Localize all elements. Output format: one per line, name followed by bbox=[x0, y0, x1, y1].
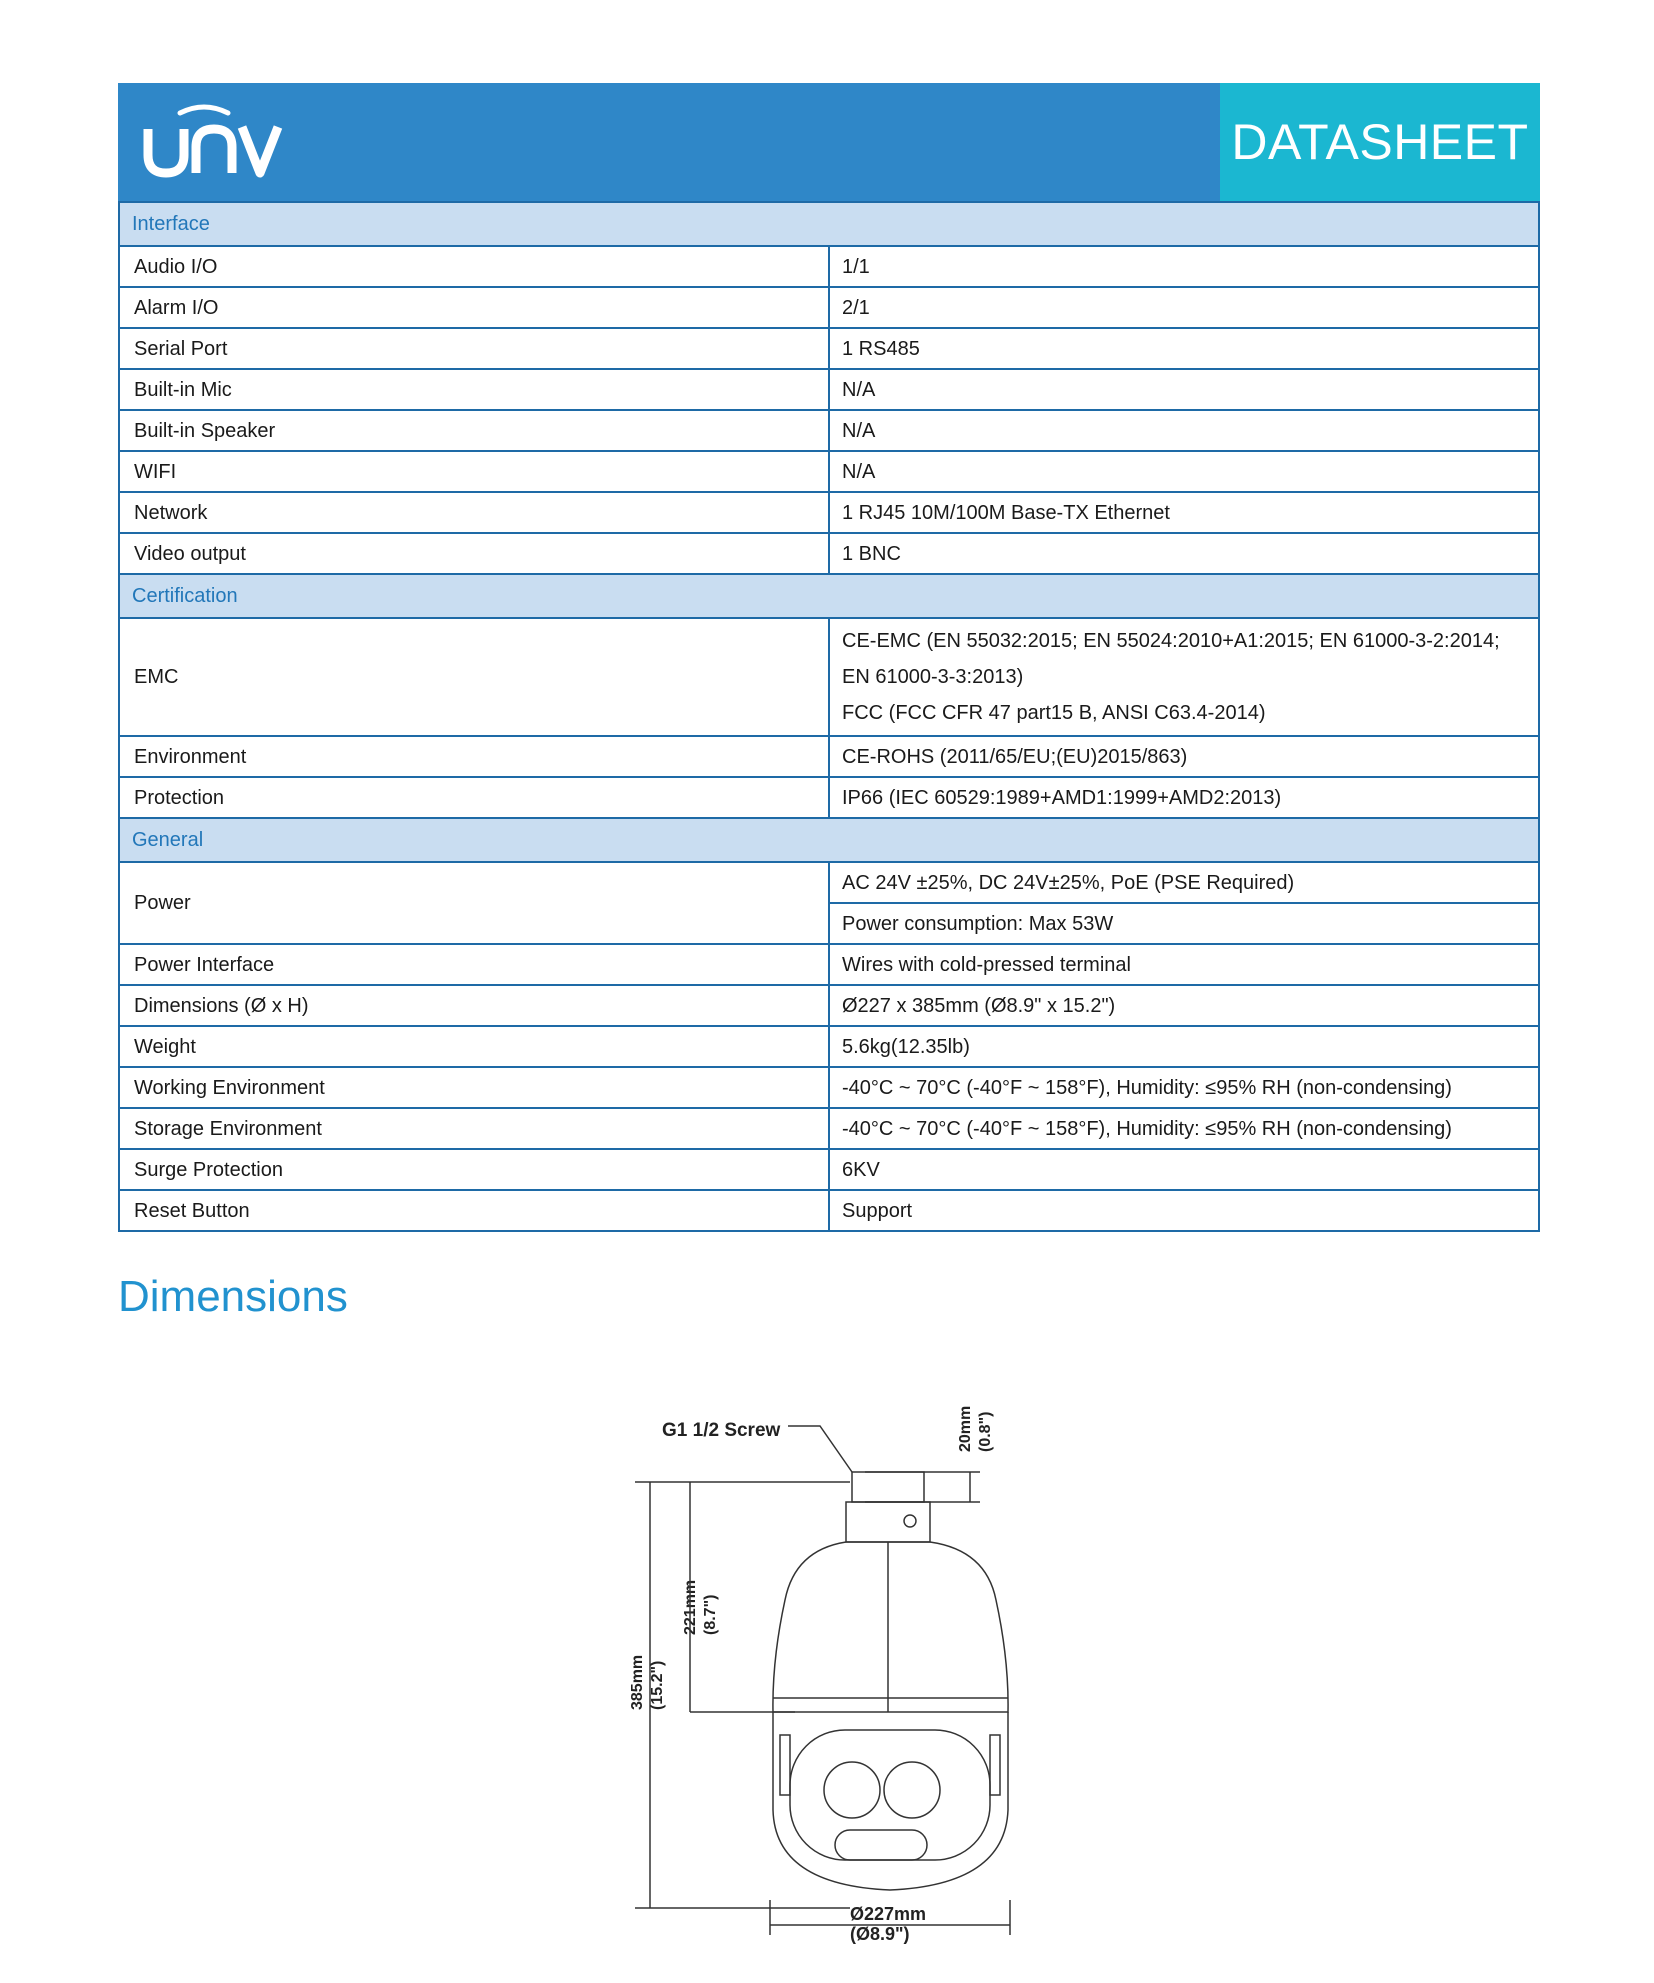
table-row bbox=[119, 1149, 1539, 1190]
row-label: Environment bbox=[119, 736, 829, 777]
screw-label: G1 1/2 Screw bbox=[662, 1420, 781, 1441]
width-in-label: (Ø8.9") bbox=[850, 1924, 910, 1944]
table-row bbox=[119, 1067, 1539, 1108]
row-label: Audio I/O bbox=[119, 246, 829, 287]
table-row bbox=[119, 287, 1539, 328]
total-mm-label: 385mm bbox=[629, 1654, 646, 1710]
row-value: 6KV bbox=[829, 1149, 1539, 1190]
row-value: -40°C ~ 70°C (-40°F ~ 158°F), Humidity: ≤95% RH (non-condensing) bbox=[829, 1067, 1539, 1108]
table-row bbox=[119, 618, 1539, 736]
width-mm-label: Ø227mm bbox=[850, 1904, 927, 1924]
row-value: Ø227 x 385mm (Ø8.9" x 15.2") bbox=[829, 985, 1539, 1026]
table-row bbox=[119, 862, 1539, 903]
row-value bbox=[829, 618, 1539, 736]
row-value: N/A bbox=[829, 451, 1539, 492]
table-row bbox=[119, 492, 1539, 533]
row-label: Power Interface bbox=[119, 944, 829, 985]
camera-dimension-drawing bbox=[620, 1390, 1040, 1950]
row-value: 2/1 bbox=[829, 287, 1539, 328]
table-row bbox=[119, 369, 1539, 410]
table-row bbox=[119, 533, 1539, 574]
table-row bbox=[119, 246, 1539, 287]
row-label: Built-in Mic bbox=[119, 369, 829, 410]
top-mm-label: 20mm bbox=[957, 1405, 974, 1452]
row-value: N/A bbox=[829, 410, 1539, 451]
row-label: Working Environment bbox=[119, 1067, 829, 1108]
logo-area bbox=[118, 83, 1220, 201]
row-value: Wires with cold-pressed terminal bbox=[829, 944, 1539, 985]
unv-logo bbox=[140, 103, 290, 183]
section-header-general bbox=[119, 818, 1539, 862]
row-value: N/A bbox=[829, 369, 1539, 410]
table-row bbox=[119, 1026, 1539, 1067]
section-title: Interface bbox=[119, 202, 1539, 246]
row-label: Network bbox=[119, 492, 829, 533]
section-title: General bbox=[119, 818, 1539, 862]
section-header-certification bbox=[119, 574, 1539, 618]
row-value: CE-ROHS (2011/65/EU;(EU)2015/863) bbox=[829, 736, 1539, 777]
row-value-line: FCC (FCC CFR 47 part15 B, ANSI C63.4-2014) bbox=[842, 702, 1266, 724]
upper-in-label: (8.7") bbox=[702, 1594, 719, 1635]
row-value: AC 24V ±25%, DC 24V±25%, PoE (PSE Required) bbox=[829, 862, 1539, 903]
row-label: Built-in Speaker bbox=[119, 410, 829, 451]
row-value: 1 RJ45 10M/100M Base-TX Ethernet bbox=[829, 492, 1539, 533]
table-row bbox=[119, 410, 1539, 451]
datasheet-label: DATASHEET bbox=[1220, 83, 1540, 201]
table-row bbox=[119, 1190, 1539, 1231]
section-title: Certification bbox=[119, 574, 1539, 618]
row-value: IP66 (IEC 60529:1989+AMD1:1999+AMD2:2013) bbox=[829, 777, 1539, 818]
row-value-line: CE-EMC (EN 55032:2015; EN 55024:2010+A1:2015; EN 61000-3-2:2014; EN 61000-3-3:2013) bbox=[842, 630, 1500, 688]
table-row bbox=[119, 985, 1539, 1026]
dimensions-title: Dimensions bbox=[118, 1272, 348, 1321]
row-label: Dimensions (Ø x H) bbox=[119, 985, 829, 1026]
table-row bbox=[119, 451, 1539, 492]
row-label: Protection bbox=[119, 777, 829, 818]
row-label: Surge Protection bbox=[119, 1149, 829, 1190]
spec-table bbox=[118, 201, 1540, 1232]
table-row bbox=[119, 736, 1539, 777]
row-value: Support bbox=[829, 1190, 1539, 1231]
row-label: Storage Environment bbox=[119, 1108, 829, 1149]
table-row bbox=[119, 328, 1539, 369]
table-row bbox=[119, 777, 1539, 818]
row-label: EMC bbox=[119, 618, 829, 736]
table-row bbox=[119, 1108, 1539, 1149]
row-value: 1 BNC bbox=[829, 533, 1539, 574]
row-label: Power bbox=[119, 862, 829, 944]
row-label: Reset Button bbox=[119, 1190, 829, 1231]
table-row bbox=[119, 944, 1539, 985]
row-label: Serial Port bbox=[119, 328, 829, 369]
row-label: WIFI bbox=[119, 451, 829, 492]
row-label: Alarm I/O bbox=[119, 287, 829, 328]
row-label: Weight bbox=[119, 1026, 829, 1067]
header-banner bbox=[118, 83, 1540, 201]
row-value: Power consumption: Max 53W bbox=[829, 903, 1539, 944]
row-value: 1 RS485 bbox=[829, 328, 1539, 369]
row-label: Video output bbox=[119, 533, 829, 574]
top-in-label: (0.8") bbox=[977, 1411, 994, 1452]
row-value: -40°C ~ 70°C (-40°F ~ 158°F), Humidity: ≤95% RH (non-condensing) bbox=[829, 1108, 1539, 1149]
total-in-label: (15.2") bbox=[649, 1660, 666, 1710]
row-value: 1/1 bbox=[829, 246, 1539, 287]
row-value: 5.6kg(12.35lb) bbox=[829, 1026, 1539, 1067]
section-header-interface bbox=[119, 202, 1539, 246]
upper-mm-label: 221mm bbox=[682, 1579, 699, 1635]
